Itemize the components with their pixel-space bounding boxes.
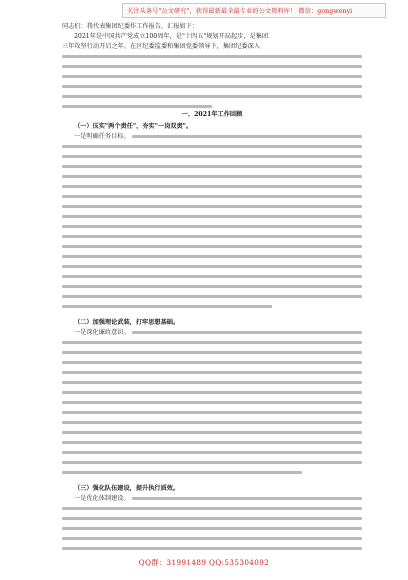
text-line [62, 421, 362, 424]
text-line [62, 75, 362, 78]
text-line [62, 95, 362, 98]
text-line [62, 65, 362, 68]
text-line [62, 547, 362, 550]
text-line [62, 411, 362, 414]
text-line [62, 175, 362, 178]
text-line [62, 145, 362, 148]
text-line [62, 155, 362, 158]
lead-phrase: 一是深化廉政意识。 [74, 329, 130, 336]
text-line [62, 245, 362, 248]
section-title: 一、2021年工作回顾 [181, 111, 243, 118]
text-line [132, 497, 362, 500]
document-page [62, 22, 362, 552]
text-line [62, 431, 362, 434]
text-line [62, 215, 362, 218]
subheading-2: （二）加强理论武装，打牢思想基础。 [74, 319, 180, 326]
text-line [62, 361, 362, 364]
text-line [62, 471, 302, 474]
text-line [62, 451, 362, 454]
text-line [62, 275, 362, 278]
text-line [62, 235, 362, 238]
text-line [62, 351, 362, 354]
lead-phrase: 一是优化体制建设。 [74, 495, 130, 502]
text-line [62, 265, 362, 268]
text-line [62, 401, 362, 404]
text-line [132, 135, 362, 138]
text-line [62, 195, 362, 198]
text-line [62, 105, 212, 108]
top-banner [122, 3, 386, 18]
text-line [62, 185, 362, 188]
text-line [62, 371, 362, 374]
footer-contact: QQ群：31991489 QQ:535304092 [138, 558, 270, 567]
text-line [62, 295, 362, 298]
salutation: 同志们：我代表集团纪委作工作报告，汇报如下： [62, 23, 199, 30]
text-line [62, 205, 362, 208]
intro-line: 2021年是中国共产党成立100周年，是"十四五"规划开局起步，是集团 [74, 33, 269, 40]
text-line [62, 507, 362, 510]
banner-text: 关注头条号"公文研究"，获得最新最全最专业的公文资料库！ 微信：gongwenyi [127, 8, 353, 15]
text-line [62, 441, 362, 444]
text-line [62, 341, 362, 344]
text-line [62, 391, 362, 394]
text-line [62, 461, 362, 464]
intro-line: 三年攻坚行动开启之年，在区纪委监委和集团党委领导下，集团纪委深入 [62, 43, 260, 50]
text-line [62, 381, 362, 384]
subheading-3: （三）强化队伍建设，提升执行质效。 [74, 485, 180, 492]
text-line [132, 331, 362, 334]
lead-phrase: 一是明确任务目标。 [74, 133, 130, 140]
text-line [62, 305, 272, 308]
text-line [62, 85, 362, 88]
text-line [62, 527, 362, 530]
text-line [62, 55, 362, 58]
text-line [62, 285, 362, 288]
subheading-1: （一）压实"两个责任"，夯实"一岗双责"。 [74, 123, 193, 130]
text-line [62, 517, 362, 520]
text-line [62, 255, 362, 258]
text-line [62, 537, 362, 540]
text-line [62, 225, 362, 228]
text-line [62, 165, 362, 168]
